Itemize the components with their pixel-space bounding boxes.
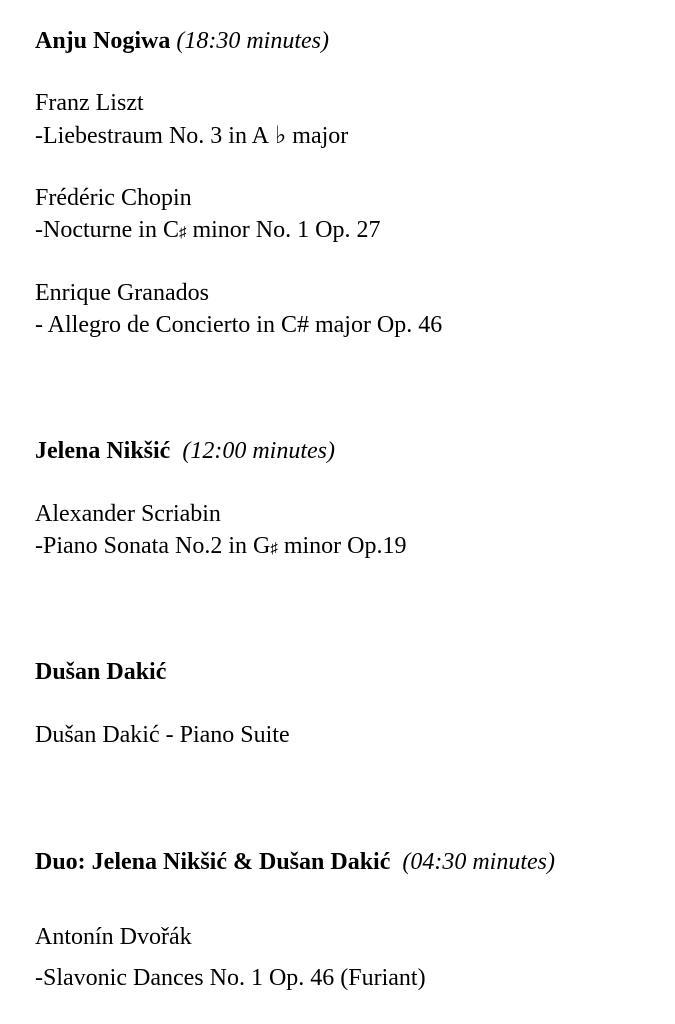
performer-name: Duo: Jelena Nikšić & Dušan Dakić [35, 849, 391, 875]
performance-duration: (04:30 minutes) [402, 849, 555, 875]
piece-title [35, 120, 348, 151]
performer-heading [35, 657, 166, 687]
piece-title-suffix: minor Op.19 [283, 533, 407, 559]
piece-title [35, 215, 380, 248]
performer-heading [35, 436, 335, 466]
piece-title-prefix: -Nocturne in C [35, 217, 179, 243]
composer-name: Alexander Scriabin [35, 501, 221, 527]
performer-name: Dušan Dakić [35, 659, 167, 685]
composer-name: Franz Liszt [35, 90, 144, 116]
piece-title: - Allegro de Concierto in C# major Op. 46 [35, 312, 443, 338]
composer-name: Enrique Granados [35, 280, 209, 306]
sharp-accidental: ♯ [178, 225, 187, 241]
piece-title-suffix: minor No. 1 Op. 27 [192, 217, 381, 243]
piece-title: -Slavonic Dances No. 1 Op. 46 (Furiant) [35, 965, 426, 991]
performer-heading [35, 26, 329, 56]
performer-name: Jelena Nikšić [35, 438, 171, 464]
flat-accidental: ♭ [274, 121, 287, 149]
performance-duration: (12:00 minutes) [182, 438, 335, 464]
piece-title: Dušan Dakić - Piano Suite [35, 722, 290, 748]
performer-heading [35, 847, 555, 877]
performer-name: Anju Nogiwa [35, 28, 171, 54]
piece-title-prefix: -Piano Sonata No.2 in G [35, 533, 271, 559]
performance-duration: (18:30 minutes) [176, 28, 329, 54]
sharp-accidental: ♯ [270, 541, 278, 557]
composer-name: Antonín Dvořák [35, 924, 192, 950]
composer-name: Frédéric Chopin [35, 185, 192, 211]
piece-title-prefix: -Liebestraum No. 3 in A [35, 123, 269, 149]
piece-title [35, 531, 406, 564]
piece-title-suffix: major [292, 123, 349, 149]
